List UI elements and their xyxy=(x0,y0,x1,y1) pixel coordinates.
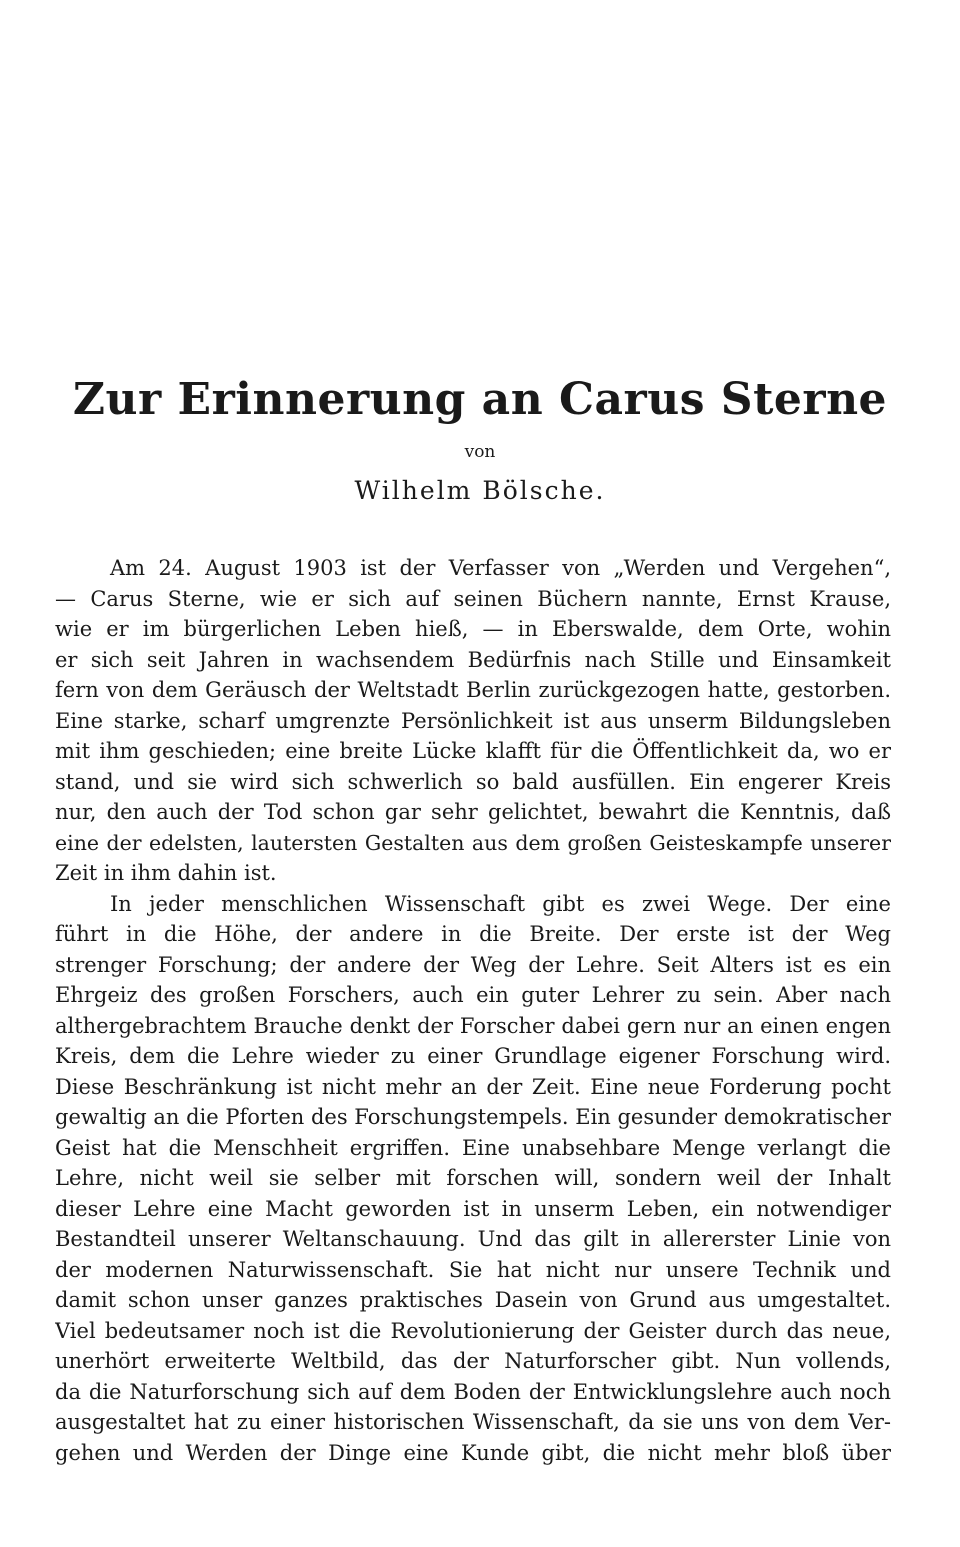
text-line: da die Naturforschung sich auf dem Boden der Entwicklungslehre auch noch xyxy=(55,1379,891,1404)
text-line: der modernen Naturwissenschaft. Sie hat nicht nur unsere Technik und xyxy=(55,1257,891,1282)
text-line: nur, den auch der Tod schon gar sehr gelichtet, bewahrt die Kenntnis, daß xyxy=(55,800,891,824)
text-line: stand, und sie wird sich schwerlich so bald ausfüllen. Ein engerer Kreis xyxy=(55,769,891,794)
text-line: Geist hat die Menschheit ergriffen. Eine unabsehbare Menge verlangt die xyxy=(55,1135,891,1160)
text-line: In jeder menschlichen Wissenschaft gibt es zwei Wege. Der eine xyxy=(110,891,891,916)
text-line: Diese Beschränkung ist nicht mehr an der Zeit. Eine neue Forderung pocht xyxy=(55,1074,891,1099)
text-line: Bestandteil unserer Weltanschauung. Und das gilt in allererster Linie von xyxy=(55,1227,891,1251)
text-line: Viel bedeutsamer noch ist die Revolutionierung der Geister durch das neue, xyxy=(55,1318,891,1343)
text-line: ausgestaltet hat zu einer historischen Wissenschaft, da sie uns von dem Ver- xyxy=(55,1410,891,1434)
text-line: Kreis, dem die Lehre wieder zu einer Grundlage eigener Forschung wird. xyxy=(55,1044,891,1068)
text-line: Zeit in ihm dahin ist. xyxy=(55,861,277,885)
text-line: damit schon unser ganzes praktisches Dasein von Grund aus umgestaltet. xyxy=(55,1288,891,1312)
text-line: fern von dem Geräusch der Weltstadt Berlin zurückgezogen hatte, gestorben. xyxy=(55,678,891,702)
paragraph-2 xyxy=(55,889,891,1469)
text-line: Ehrgeiz des großen Forschers, auch ein guter Lehrer zu sein. Aber nach xyxy=(55,983,891,1007)
byline-von: von xyxy=(464,442,496,462)
text-line: dieser Lehre eine Macht geworden ist in unserm Leben, ein notwendiger xyxy=(55,1196,891,1221)
text-line: mit ihm geschieden; eine breite Lücke klafft für die Öffentlichkeit da, wo er xyxy=(55,739,891,763)
text-line: wie er im bürgerlichen Leben hieß, — in Eberswalde, dem Orte, wohin xyxy=(55,617,891,641)
article-title: Zur Erinnerung an Carus Sterne xyxy=(72,374,888,425)
text-line: Eine starke, scharf umgrenzte Persönlichkeit ist aus unserm Bildungsleben xyxy=(55,708,891,733)
author-name: Wilhelm Bölsche. xyxy=(354,476,606,505)
text-line: eine der edelsten, lautersten Gestalten aus dem großen Geisteskampfe unserer xyxy=(55,830,891,855)
text-line: gehen und Werden der Dinge eine Kunde gibt, die nicht mehr bloß über xyxy=(55,1440,891,1465)
text-line: althergebrachtem Brauche denkt der Forscher dabei gern nur an einen engen xyxy=(55,1013,891,1038)
text-line: Am 24. August 1903 ist der Verfasser von „Werden und Vergehen“, xyxy=(110,556,891,580)
text-line: strenger Forschung; der andere der Weg der Lehre. Seit Alters ist es ein xyxy=(55,952,891,977)
text-line: gewaltig an die Pforten des Forschungstempels. Ein gesunder demokratischer xyxy=(55,1105,891,1129)
text-line: er sich seit Jahren in wachsendem Bedürfnis nach Stille und Einsamkeit xyxy=(55,647,891,672)
text-line: führt in die Höhe, der andere in die Breite. Der erste ist der Weg xyxy=(55,922,891,946)
text-line: Lehre, nicht weil sie selber mit forschen will, sondern weil der Inhalt xyxy=(55,1166,891,1190)
article-body xyxy=(55,553,891,1468)
text-line: unerhört erweiterte Weltbild, das der Naturforscher gibt. Nun vollends, xyxy=(55,1349,891,1373)
text-line: — Carus Sterne, wie er sich auf seinen Büchern nannte, Ernst Krause, xyxy=(55,586,891,611)
paragraph-1 xyxy=(55,553,891,889)
